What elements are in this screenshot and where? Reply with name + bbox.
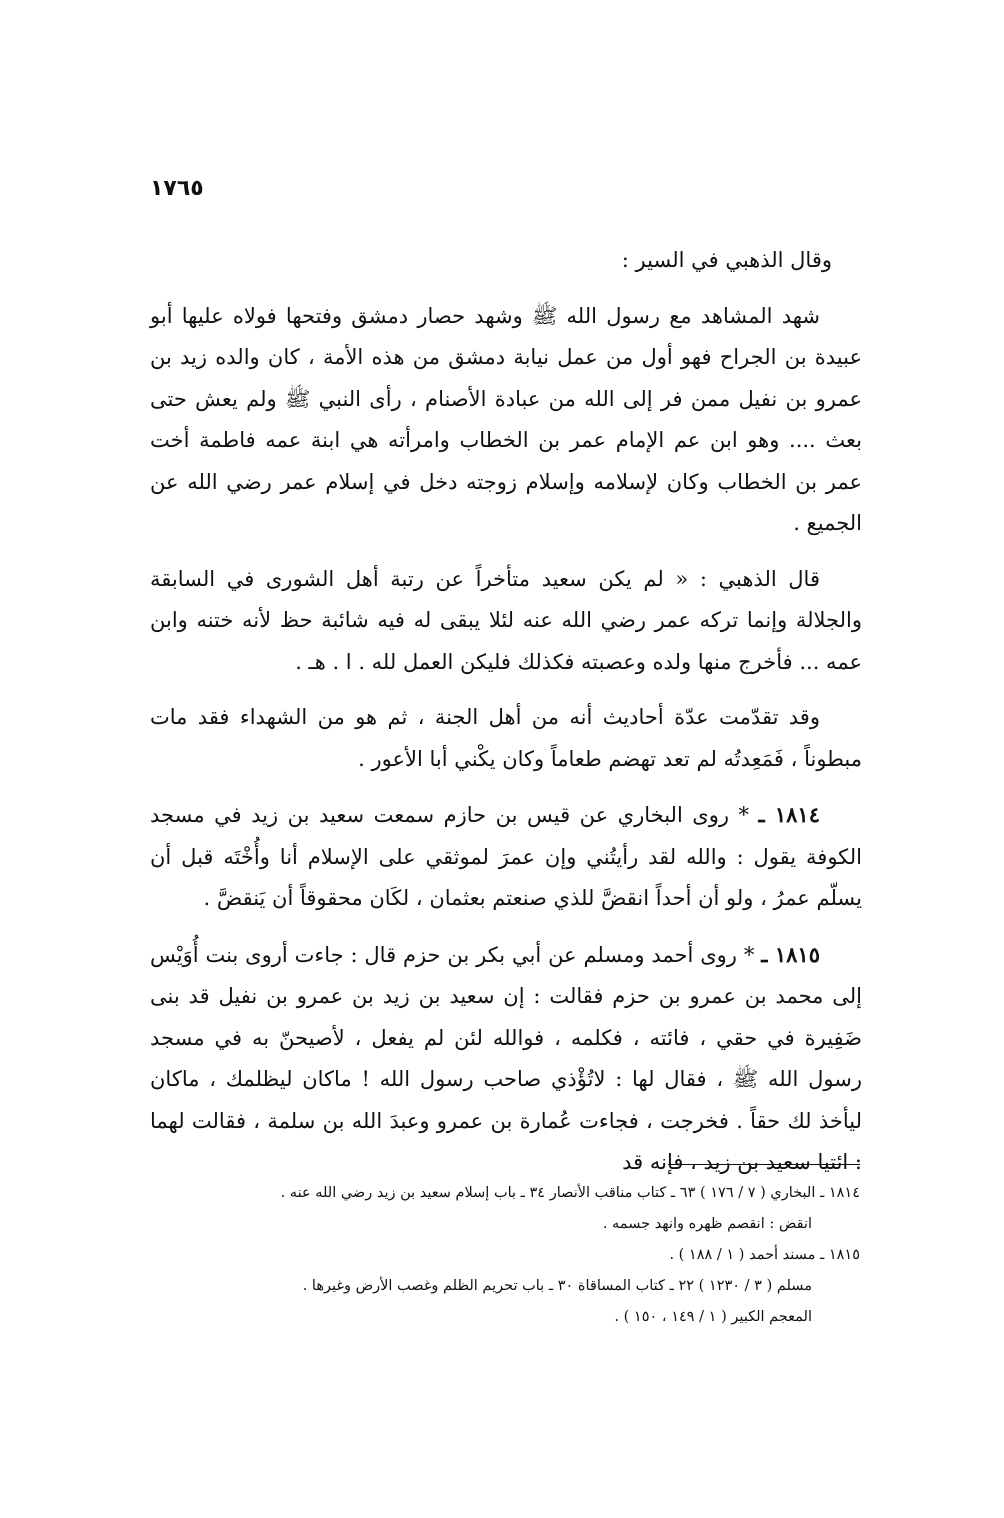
hadith-number: ١٨١٥ ـ	[761, 941, 820, 967]
page-number: ١٧٦٥	[150, 176, 204, 201]
paragraph-martyrdom: وقد تقدّمت عدّة أحاديث أنه من أهل الجنة ، ثم هو من الشهداء فقد مات مبطوناً ، فَمَعِدتُه لم تعد تهضم طعاماً وكان يكْني أبا الأعور .	[150, 705, 862, 771]
footnote-item: مسلم ( ٣ / ١٢٣٠ ) ٢٢ ـ كتاب المساقاة ٣٠ ـ باب تحريم الظلم وغصب الأرض وغيرها .	[302, 1278, 812, 1294]
main-text	[150, 240, 862, 1198]
footnotes	[200, 1178, 860, 1333]
footnote-item: المعجم الكبير ( ١ / ١٤٩ ، ١٥٠ ) .	[614, 1309, 812, 1325]
footnote-item: انقض : انقصم ظهره وانهد جسمه .	[602, 1216, 812, 1232]
hadith-1814	[150, 794, 862, 920]
hadith-number: ١٨١٤ ـ	[758, 802, 820, 827]
footnote-item: ١٨١٤ ـ البخاري ( ٧ / ١٧٦ ) ٦٣ ـ كتاب مناقب الأنصار ٣٤ ـ باب إسلام سعيد بن زيد رضي الله عنه .	[280, 1185, 860, 1201]
hadith-text: * روى أحمد ومسلم عن أبي بكر بن حزم قال : جاءت أروى بنت أُوَيْس إلى محمد بن عمرو بن حزم فقالت : إن سعيد بن زيد بن عمرو بن نفيل قد بنى ضَفِيرة في حقي ، فائته ، فكلمه ، فوالله لئن لم يفعل ، لأصيحنّ به في مسجد رسول الله ﷺ ، فقال لها : لاتُؤْذي صاحب رسول الله ! ماكان ليظلمك ، ماكان ليأخذ لك حقاً . فخرجت ، فجاءت عُمارة بن عمرو وعبدَ الله بن سلمة ، فقالت لهما : ائتيا سعيد بن زيد ، فإنه قد	[150, 942, 862, 1174]
paragraph-dhahabi-quote: قال الذهبي : « لم يكن سعيد متأخراً عن رتبة أهل الشورى في السابقة والجلالة وإنما تركه عمر رضي الله عنه لئلا يبقى له فيه شائبة حظ لأنه ختنه وابن عمه ... فأخرج منها ولده وعصبته فكذلك فليكن العمل لله . ا . هـ .	[150, 566, 862, 674]
paragraph-biography: شهد المشاهد مع رسول الله ﷺ وشهد حصار دمشق وفتحها فولاه عليها أبو عبيدة بن الجراح فهو أول من عمل نيابة دمشق من هذه الأمة ، كان والده زيد بن عمرو بن نفيل ممن فر إلى الله من عبادة الأصنام ، رأى النبي ﷺ ولم يعش حتى بعث .... وهو ابن عم الإمام عمر بن الخطاب وامرأته هي ابنة عمه فاطمة أخت عمر بن الخطاب وكان لإسلامه وإسلام زوجته دخل في إسلام عمر رضي الله عن الجميع .	[150, 303, 862, 535]
footnote-item: ١٨١٥ ـ مسند أحمد ( ١ / ١٨٨ ) .	[669, 1247, 860, 1263]
hadith-1815	[150, 934, 862, 1184]
paragraph-intro: وقال الذهبي في السير :	[621, 248, 832, 272]
hadith-text: * روى البخاري عن قيس بن حازم سمعت سعيد بن زيد في مسجد الكوفة يقول : والله لقد رأيتُني وإن عمرَ لموثقي على الإسلام أنا وأُخْتَه قبل أن يسلّم عمرُ ، ولو أن أحداً انقضَّ للذي صنعتم بعثمان ، لكَان محقوقاً أن يَنقضَّ .	[150, 803, 862, 910]
footnote-divider	[668, 1164, 860, 1165]
